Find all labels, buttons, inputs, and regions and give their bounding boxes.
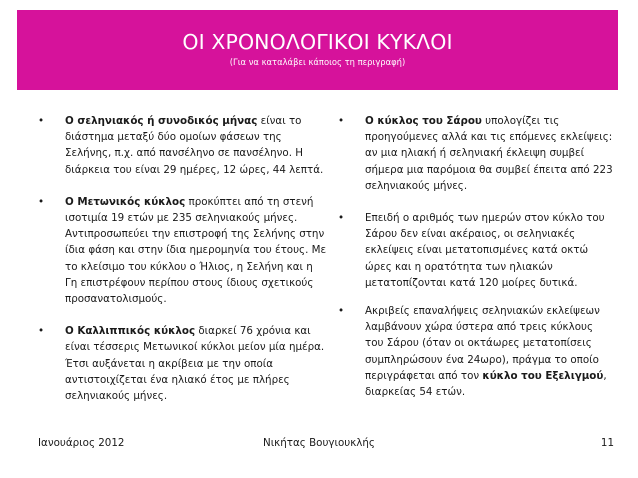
bullet-bold-term: Ο κύκλος του Σάρου — [365, 115, 482, 127]
bullet-dot: • — [38, 195, 45, 208]
bullet-synodic-month — [38, 113, 328, 178]
bullet-exeligmos-cycle — [338, 303, 614, 400]
bullet-text: διαρκεί 76 χρόνια και είναι τέσσερις Μετωνικοί κύκλοι μείον μία ημέρα. Έτσι αυξάνεται η ακρίβεια με την οποία αντιστοιχίζεται ένα ηλιακό έτος με πλήρες σεληνιακούς μήνες. — [65, 325, 325, 403]
bullet-text: είναι το διάστημα μεταξύ δύο ομοίων φάσεων της Σελήνης, π.χ. από πανσέληνο σε πανσέληνο. Η διάρκεια του είναι 29 ημέρες, 12 ώρες, 44 λεπτά. — [65, 115, 324, 176]
left-column — [38, 113, 328, 420]
bullet-dot: • — [38, 115, 45, 127]
slide-subtitle: (Για να καταλάβει κάποιος τη περιγραφή) — [229, 57, 406, 67]
bullet-saros-shift — [338, 210, 614, 291]
bullet-dot: • — [338, 212, 345, 225]
bullet-text-pre: Ακριβείς επαναλήψεις σεληνιακών εκλείψεων λαμβάνουν χώρα ύστερα από τρεις κύκλους του Σάρου (όταν οι οκτάωρες μετατοπίσεις συμπληρώσουν ένα 24ωρο), πράγμα το οποίο περιγράφεται από τον — [365, 305, 600, 382]
bullet-text: υπολογίζει τις προηγούμενες αλλά και τις επόμενες εκλείψεις: αν μια ηλιακή ή σεληνιακή έκλειψη συμβεί σήμερα μια παρόμοια θα συμβεί έπειτα από 223 σεληνιακούς μήνες. — [365, 115, 613, 192]
bullet-text-pre: Επειδή ο αριθμός των ημερών στον κύκλο του Σάρου δεν είναι ακέραιος, οι σεληνιακές εκλείψεις είναι μετατοπισμένες κατά οκτώ ώρες και η ορατότητα των ηλιακών μετατοπίζονται κατά 120 μοίρες δυτικά. — [365, 212, 605, 289]
bullet-callippic-cycle — [38, 323, 328, 404]
bullet-bold-term: Ο Καλλιππικός κύκλος — [65, 325, 196, 338]
footer-author: Νικήτας Βουγιουκλής — [263, 437, 375, 449]
bullet-bold-term: Ο Μετωνικός κύκλος — [65, 195, 186, 208]
right-column — [338, 113, 614, 416]
bullet-dot: • — [38, 325, 45, 338]
footer-date: Ιανουάριος 2012 — [38, 437, 125, 449]
bullet-text-post: , διαρκείας 54 ετών. — [365, 369, 607, 399]
bullet-bold-term: Ο σεληνιακός ή συνοδικός μήνας — [65, 115, 258, 127]
bullet-metonic-cycle — [38, 194, 328, 307]
title-banner — [17, 10, 618, 90]
bullet-text: προκύπτει από τη στενή ισοτιμία 19 ετών με 235 σεληνιακούς μήνες. Αντιπροσωπεύει την επιστροφή της Σελήνης στην ίδια φάση και στην ίδια ημερομηνία του έτους. Με το κλείσιμο του κύκλου ο Ήλιος, η Σελήνη και η Γη επιστρέφουν περίπου στους ίδιους σχετικούς προσανατολισμούς. — [65, 195, 327, 306]
slide-title: ΟΙ ΧΡΟΝΟΛΟΓΙΚΟΙ ΚΥΚΛΟΙ — [182, 30, 453, 54]
footer-page-number: 11 — [600, 437, 614, 449]
bullet-dot: • — [338, 305, 345, 318]
bullet-saros-cycle — [338, 113, 614, 194]
bullet-dot: • — [338, 115, 345, 127]
bullet-bold-term: κύκλο του Εξελιγμού — [482, 369, 604, 382]
